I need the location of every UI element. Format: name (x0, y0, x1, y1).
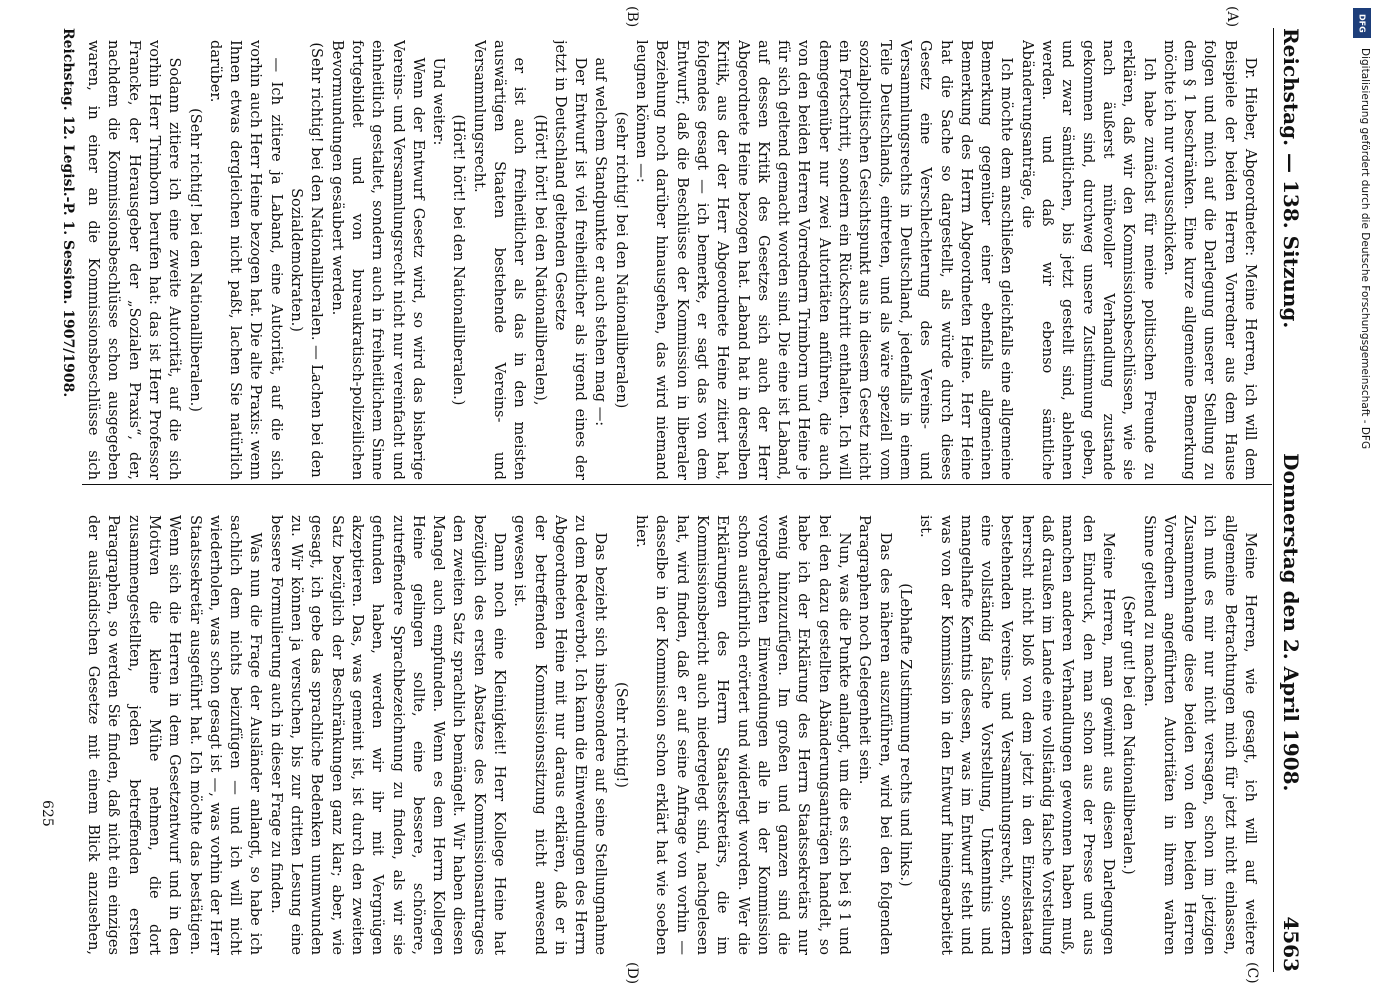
paragraph: Wenn der Entwurf Gesetz wird, so wird das bisherige Vereins- und Versammlungsrecht nicht nur vereinfacht und einheitlich gestaltet, sondern auch in freiheitlichem Sinne fortgebildet und von bureaukratisch-polizeilichen Bevormundungen gesäubert werden. (328, 40, 427, 480)
paragraph: (Sehr gut! bei den Nationalliberalen.) (1120, 595, 1138, 875)
right-column (80, 515, 1260, 955)
paragraph: (Sehr richtig! bei den Nationalliberalen. — Lachen bei den Sozialdemokraten.) (288, 42, 326, 478)
paragraph: Sodann zitiere ich eine zweite Autorität, auf die sich vorhin Herr Trimborn berufen hat: das ist Herr Professor Francke, der Herausgeber der „Sozialen Praxis“, der, nachdem die Kommissionsbeschlüsse schon ausgegeben waren, in einer an die Kommissionsbeschlüsse sich (85, 40, 184, 480)
paragraph: — Ich zitiere ja Laband, eine Autorität, auf die sich vorhin auch Herr Heine bezogen hat. Die alte Praxis: wenn Ihnen etwas dergleichen nicht paßt, lachen Sie natürlich darüber. (206, 40, 285, 480)
page-header (1273, 28, 1308, 972)
paragraph: (Sehr richtig! bei den Nationalliberalen.) (186, 108, 204, 412)
paragraph: Ich habe zunächst für meine politischen Freunde zu erklären, daß wir den Kommissionsbeschlüssen, wie sie nach äußerst mühevoller Verhandlung zustande gekommen sind, durchweg unsere Zustimmung geben, und zwar sämtlichen, bis jetzt gestellt sind, ablehnen werden. und daß wir ebenso sämtliche Abänderungsanträge, die (1018, 40, 1158, 480)
paragraph: Nun, was die Punkte anlangt, um die es sich bei § 1 und bei den dazu gestellten Abänderungsanträgen handelt, so habe ich der Erklärung des Herrn Staatssekretärs nur wenig hinzuzufügen. Im großen und ganzen sind die vorgebrachten Einwendungen alle in der Kommission schon ausführlich erörtert und widerlegt worden. Wer die Erklärungen des Herrn Staatssekretärs, die im Kommissionsbericht auch niedergelegt sind, nachgelesen hat, wird finden, daß er auf seine Anfrage von vorhin — dasselbe in der Kommission schon erklärt hat wie soeben hier. (633, 515, 854, 955)
paragraph: Das des näheren auszuführen, wird bei den folgenden Paragraphen noch Gelegenheit sein. (856, 515, 894, 955)
paragraph: (sehr richtig! bei den Nationalliberalen) (612, 111, 630, 409)
paragraph: (Sehr richtig!) (612, 682, 630, 788)
column-divider (82, 484, 1272, 485)
margin-marker-a: (A) (1224, 6, 1240, 28)
margin-marker-c: (C) (1244, 962, 1260, 984)
paragraph: auf welchem Standpunkte er auch stehen mag —: (592, 57, 610, 427)
paragraph: er ist auch freiheitlicher als das in den meisten auswärtigen Staaten bestehende Vereins- und Versammlungsrecht. (470, 40, 529, 480)
paragraph: (Hört! hört! bei den Nationalliberalen), (531, 114, 549, 406)
paragraph: Dr. Hieber, Abgeordneter: Meine Herren, ich will dem Beispiele der beiden Herren Vorredner aus dem Hause folgen und mich auf die Darlegung unserer Stellung zu dem § 1 beschränken. Eine kurze allgemeine Bemerkung möchte ich nur vorausschicken. (1160, 40, 1259, 480)
header-left: Reichstag. — 138. Sitzung. (1279, 28, 1303, 329)
margin-marker-d: (D) (624, 962, 640, 985)
page-number: 4563 (1279, 916, 1303, 972)
paragraph: Und weiter: (430, 57, 448, 146)
dfg-stamp (1345, 8, 1377, 988)
paragraph: Das bezieht sich insbesondere auf seine Stellungnahme zu dem Redeverbot. Ich kann die Einwendungen des Herrn Abgeordneten Heine mit nur daraus erklären, daß er in der betreffenden Kommissionssitzung nicht anwesend gewesen ist. (511, 515, 610, 955)
paragraph: Meine Herren, man gewinnt aus diesen Darlegungen den Eindruck, den man schon aus der Presse und aus manchen anderen Verhandlungen gewonnen haben muß, daß draußen im Lande eine vollständig falsche Vorstellung herrscht nicht bloß von dem jetzt in den Einzelstaaten bestehenden Vereins- und Versammlungsrecht, sondern eine vollständig falsche Vorstellung, Unkenntnis und mangelhafte Kenntnis dessen, was im Entwurf steht und was von der Kommission in den Entwurf hineingearbeitet ist. (917, 515, 1117, 955)
paragraph: Ich möchte dem anschließen gleichfalls eine allgemeine Bemerkung gegenüber einer ebenfalls allgemeinen Bemerkung des Herrn Abgeordneten Heine. Herr Heine hat die Sache so dargestellt, als würde durch dieses Gesetz eine Verschlechterung des Vereins- und Versammlungsrechts in Deutschland, jedenfalls in einem Teile Deutschlands, eintreten, und als wäre speziell vom sozialpolitischen Gesichtspunkt aus in diesem Gesetz nicht ein Fortschritt, sondern ein Rückschritt enthalten. Ich will demgegenüber nur zwei Autoritäten anführen, die auch von den beiden Herren Vorrednern Trimborn und Heine je für sich geltend gemacht worden sind. Die eine ist Laband, auf dessen Kritik des Gesetzes sich auch der Herr Abgeordnete Heine bezogen hat. Laband hat in derselben Kritik, aus der der Herr Abgeordnete Heine zitiert hat, folgendes gesagt — ich bemerke, er sagt das von dem Entwurf; daß die Beschlüsse der Kommission in liberaler Beziehung noch darüber hinausgehen, das wird niemand leugnen können —: (633, 40, 1016, 480)
paragraph: Dann noch eine Kleinigkeit! Herr Kollege Heine hat bezüglich des ersten Absatzes des Kommissionsantrages den zweiten Satz sprachlich bemängelt. Wir haben diesen Mangel auch empfunden. Wenn es dem Herrn Kollegen Heine gelingen sollte, eine bessere, schönere, zutreffendere Sprachbezeichnung zu finden, als wir sie gefunden haben, werden wir ihr mit Vergnügen akzeptieren. Das, was gemeint ist, ist durch den zweiten Satz bezüglich der Beschränkungen ganz klar; aber, wie gesagt, ich gebe das sprachliche Bedenken unumwunden zu. Wir können ja versuchen, bis zur dritten Lesung eine bessere Formulierung auch in dieser Frage zu finden. (267, 515, 509, 955)
scanned-page (30, 0, 1320, 1000)
left-column (80, 40, 1260, 480)
footer-session: Reichstag. 12. Legisl.-P. 1. Session. 1907/1908. (60, 28, 76, 398)
dfg-logo-icon: DFG (1353, 8, 1371, 38)
paragraph: Meine Herren, wie gesagt, ich will auf weitere allgemeine Betrachtungen mich für jetzt nicht einlassen, ich muß es mir nur nicht versagen, schon im jetzigen Zusammenhange diese beiden von den beiden Herren Vorrednern angeführten Autoritäten in ihrem wahren Sinne geltend zu machen. (1140, 515, 1259, 955)
paragraph: Der Entwurf ist viel freiheitlicher als irgend eines der jetzt in Deutschland geltenden Gesetze (551, 40, 590, 480)
margin-marker-b: (B) (624, 6, 640, 28)
paragraph: (Hört! hört! bei den Nationalliberalen.) (450, 114, 468, 406)
header-date: Donnerstag den 2. April 1908. (1279, 453, 1303, 792)
paragraph: Was nun die Frage der Ausländer anlangt, so habe ich sachlich dem nichts beizufügen — und ich will nicht wiederholen, was schon gesagt ist —, was vorhin der Herr Staatssekretär ausgeführt hat. Ich möchte das bestätigen. Wenn sich die Herren in dem Gesetzentwurf und in den Motiven die kleine Mühe nehmen, die dort zusammengestellten, jeden betreffenden ersten Paragraphen, so werden Sie finden, daß nicht ein einziges der ausländischen Gesetze mit einem Blick anzusehen, (85, 515, 265, 955)
signature-mark: 625 (39, 800, 55, 827)
paragraph: (Lebhafte Zustimmung rechts und links.) (896, 583, 914, 887)
dfg-stamp-text: Digitalisierung gefördert durch die Deutsche Forschungsgemeinschaft - DFG (1359, 48, 1371, 450)
